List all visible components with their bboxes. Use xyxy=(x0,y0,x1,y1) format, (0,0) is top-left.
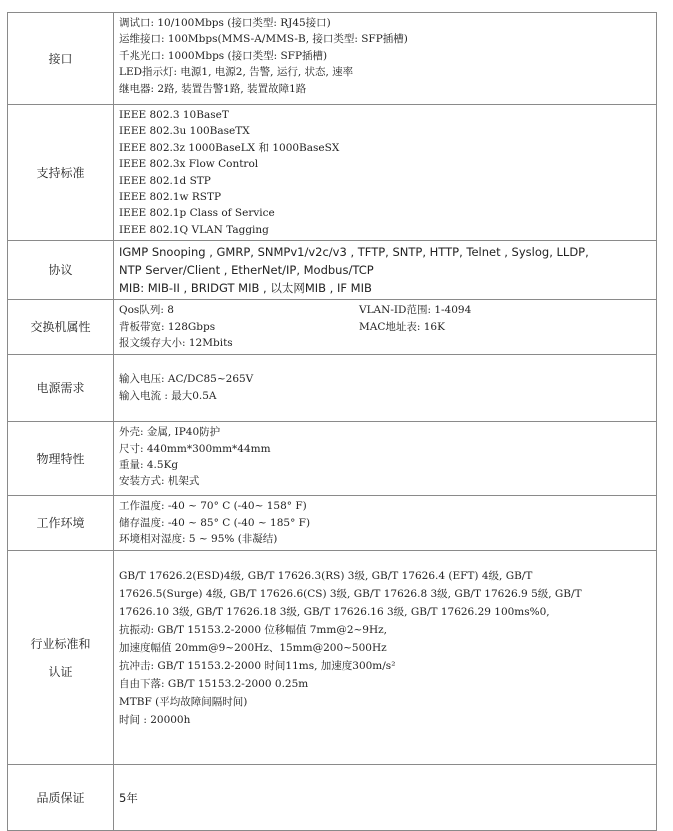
row-protocol xyxy=(8,241,657,300)
row-value xyxy=(114,551,657,765)
row-standards xyxy=(8,105,657,241)
row-label: 协议 xyxy=(8,241,114,300)
row-certifications xyxy=(8,551,657,765)
row-label: 支持标准 xyxy=(8,105,114,241)
value-line: IEEE 802.3u 100BaseTX xyxy=(119,125,250,138)
row-value xyxy=(114,105,657,241)
value-line: IEEE 802.1Q VLAN Tagging xyxy=(119,223,269,236)
row-interface xyxy=(8,13,657,105)
row-label: 交换机属性 xyxy=(8,300,114,355)
value-line: 安装方式: 机架式 xyxy=(119,475,200,488)
value-line: MTBF (平均故障间隔时间) xyxy=(119,696,248,709)
row-value xyxy=(114,422,657,496)
row-value xyxy=(114,13,657,105)
row-warranty xyxy=(8,765,657,831)
value-line: IEEE 802.3x Flow Control xyxy=(119,158,259,171)
value-cell: VLAN-ID范围: 1-4094 xyxy=(359,304,472,317)
value-cell: 背板带宽: 128Gbps xyxy=(119,320,216,333)
spec-table xyxy=(7,12,657,831)
value-line: 调试口: 10/100Mbps (接口类型: RJ45接口) xyxy=(119,17,331,29)
row-label xyxy=(8,551,114,765)
value-line: 报文缓存大小: 12Mbits xyxy=(119,337,233,350)
row-label: 接口 xyxy=(8,13,114,105)
value-line: 储存温度: -40 ~ 85° C (-40 ~ 185° F) xyxy=(119,516,311,529)
value-line: 外壳: 金属, IP40防护 xyxy=(119,426,221,439)
row-label: 品质保证 xyxy=(8,765,114,831)
value-line: MIB: MIB-II , BRIDGT MIB , 以太网MIB , IF MIB xyxy=(119,281,372,296)
row-value xyxy=(114,300,657,355)
value-line: 工作温度: -40 ~ 70° C (-40~ 158° F) xyxy=(119,500,307,513)
value-line: 17626.10 3级, GB/T 17626.18 3级, GB/T 17626.16 3级, GB/T 17626.29 100ms%0, xyxy=(119,606,550,619)
value-line: 输入电流 : 最大0.5A xyxy=(119,389,217,402)
value-line: 自由下落: GB/T 15153.2-2000 0.25m xyxy=(119,678,309,691)
row-value xyxy=(114,496,657,551)
row-label: 电源需求 xyxy=(8,355,114,422)
value-line: IEEE 802.1p Class of Service xyxy=(119,207,275,220)
value-line: IEEE 802.3 10BaseT xyxy=(119,109,229,121)
value-line: 时间 : 20000h xyxy=(119,714,191,727)
row-label: 物理特性 xyxy=(8,422,114,496)
value-line: 抗冲击: GB/T 15153.2-2000 时间11ms, 加速度300m/s² xyxy=(119,660,396,673)
row-value xyxy=(114,355,657,422)
value-line: LED指示灯: 电源1, 电源2, 告警, 运行, 状态, 速率 xyxy=(119,66,354,79)
value-cell: MAC地址表: 16K xyxy=(359,320,445,333)
value-line: IEEE 802.3z 1000BaseLX 和 1000BaseSX xyxy=(119,141,340,154)
value-line: 运维接口: 100Mbps(MMS-A/MMS-B, 接口类型: SFP插槽) xyxy=(119,33,408,46)
value-line: 尺寸: 440mm*300mm*44mm xyxy=(119,442,271,455)
value-line: 抗振动: GB/T 15153.2-2000 位移幅值 7mm@2~9Hz, xyxy=(119,624,388,637)
value-pair xyxy=(119,319,651,335)
value-line: GB/T 17626.2(ESD)4级, GB/T 17626.3(RS) 3级, GB/T 17626.4 (EFT) 4级, GB/T xyxy=(119,570,533,583)
value-line: 17626.5(Surge) 4级, GB/T 17626.6(CS) 3级, GB/T 17626.8 3级, GB/T 17626.9 5级, GB/T xyxy=(119,588,582,601)
value-line: IEEE 802.1w RSTP xyxy=(119,191,222,204)
value-line: 5年 xyxy=(119,790,138,805)
label-line: 认证 xyxy=(48,664,73,679)
row-value xyxy=(114,765,657,831)
value-line: NTP Server/Client , EtherNet/IP, Modbus/TCP xyxy=(119,263,374,278)
value-line: 千兆光口: 1000Mbps (接口类型: SFP插槽) xyxy=(119,49,328,62)
value-cell: Qos队列: 8 xyxy=(119,304,174,317)
value-line: 加速度幅值 20mm@9~200Hz、15mm@200~500Hz xyxy=(119,642,387,655)
value-line: 环境相对湿度: 5 ~ 95% (非凝结) xyxy=(119,533,278,546)
value-line: IEEE 802.1d STP xyxy=(119,174,211,187)
row-power xyxy=(8,355,657,422)
value-line: 重量: 4.5Kg xyxy=(119,459,179,472)
row-environment xyxy=(8,496,657,551)
row-label: 工作环境 xyxy=(8,496,114,551)
row-value xyxy=(114,241,657,300)
value-pair xyxy=(119,302,651,318)
row-switch-attributes xyxy=(8,300,657,355)
label-line: 行业标准和 xyxy=(30,636,91,651)
value-line: IGMP Snooping , GMRP, SNMPv1/v2c/v3 , TFTP, SNTP, HTTP, Telnet , Syslog, LLDP, xyxy=(119,245,589,260)
row-physical xyxy=(8,422,657,496)
value-line: 继电器: 2路, 装置告警1路, 装置故障1路 xyxy=(119,82,307,95)
value-line: 输入电压: AC/DC85~265V xyxy=(119,373,254,386)
